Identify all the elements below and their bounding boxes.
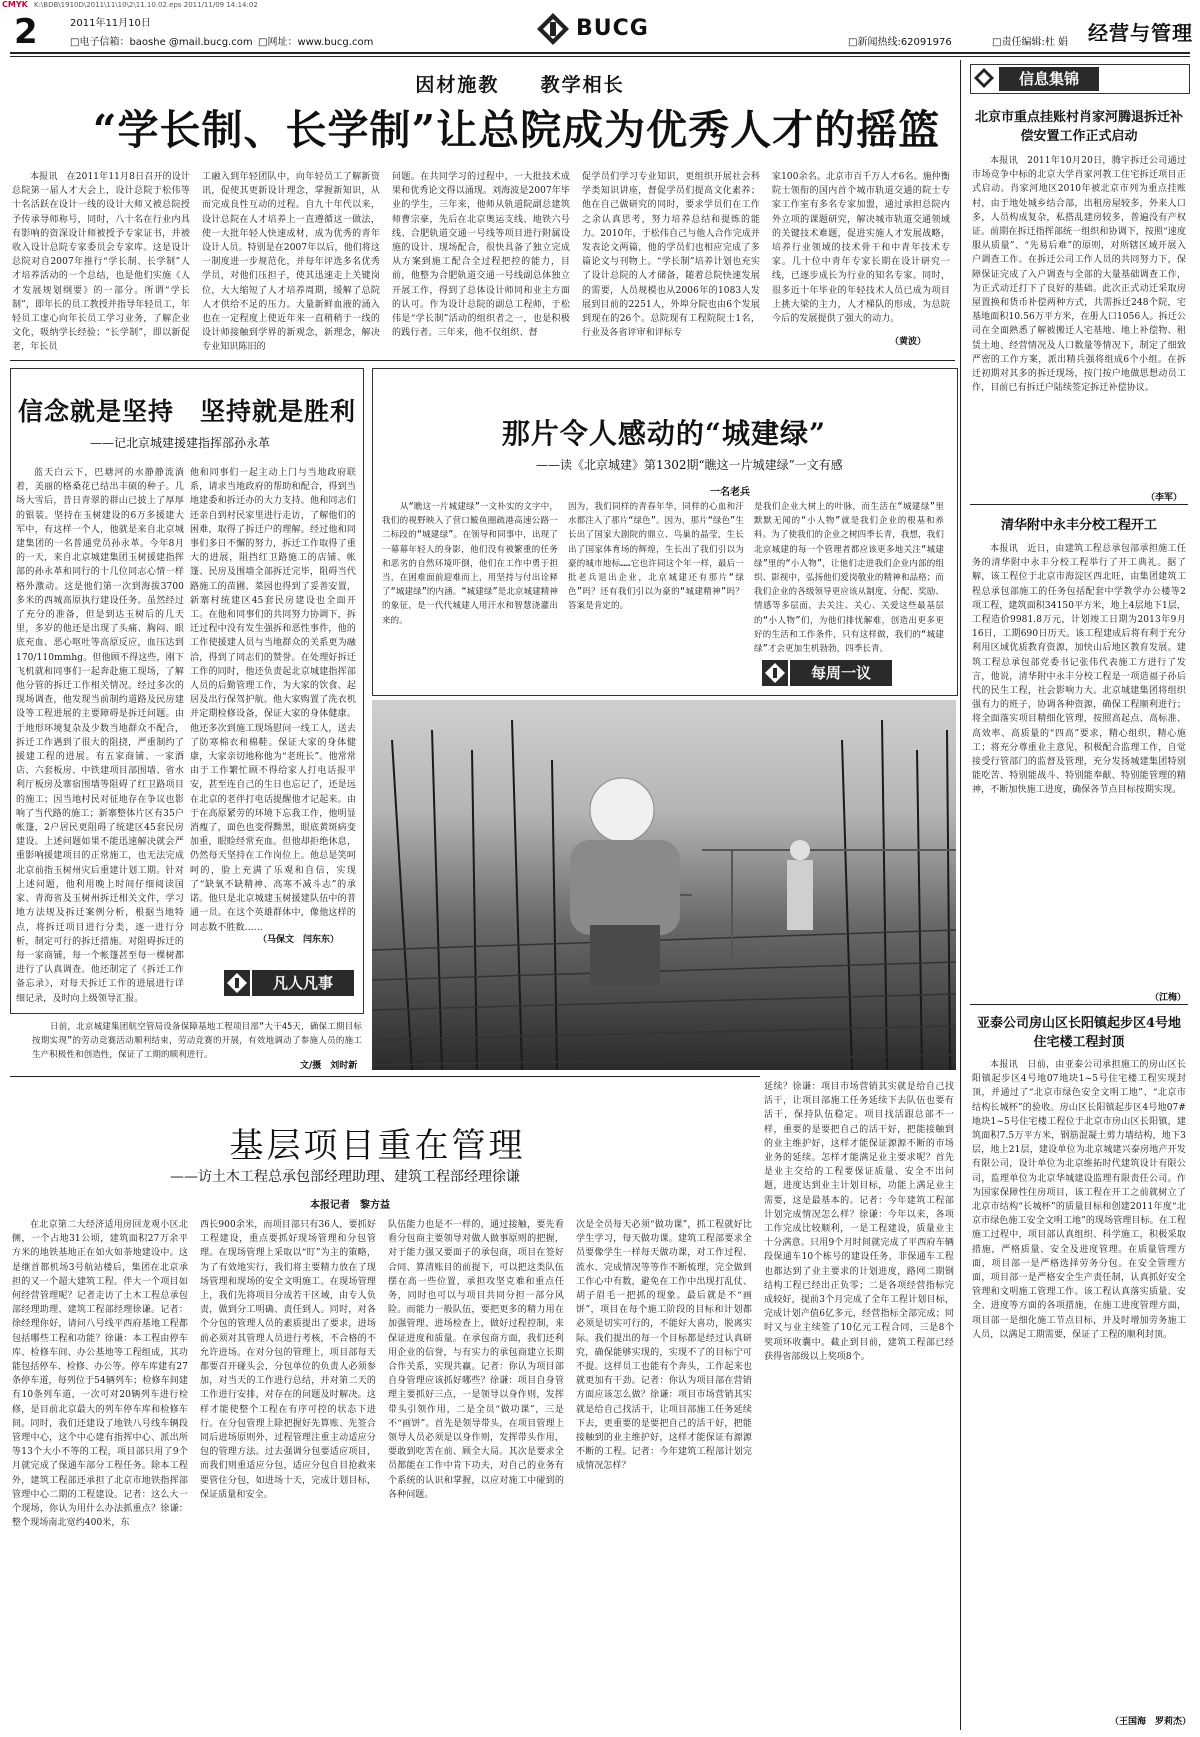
lead-headline: “学长制、长学制”让总院成为优秀人才的摇篮 (92, 106, 941, 154)
sidebar-header-label: 信息集锦 (999, 67, 1099, 91)
column-tag-meizhou (762, 660, 892, 686)
lead-column-text: 家100余名。北京市百千万人才6名。施仲衡院士领衔的国内首个城市轨道交通的院士专家工作室有多名专家加盟，通过承担总院内外立项的课题研究，解决城市轨道交通领域的关键技术难题，促进实施人才发展战略，培养行业领域的技术骨干和中青年技术专家。几十位中青年专家长期在设计研究一线，已逐步成长为行业的知名专家。同时，很多近十年毕业的年轻技术人员已成为项目上挑大梁的主力，人才梯队的形成，为总院今后的发展提供了强大的动力。 (772, 172, 951, 325)
feature-right-column-1 (382, 500, 558, 688)
sidebar-item-1-body (972, 154, 1186, 490)
meizhou-label: 每周一议 (790, 660, 892, 686)
interview-text: 队伍能力也是不一样的，通过接触，要先看看分包商主要领导对做人做事原则的把握，对于能力强又要面子的承包商，项目在签好合同、算清账目的前提下，可以把这类队伍摆在高一些位置，承担攻坚克难和重点任务，同时也可以与项目共同分担一部分风险。而能力一般队伍，要把更多的精力用在加强管理、进场检查上，做好过程控制，来保证进度和质量。在承包商方面，我们还利用企业的信誉，与有实力的承包商建立长期合作关系，实现共赢。记者：你认为项目部自身管理应该抓好哪些？徐谦：项目自身管理主要抓好三点，一是领导以身作则，发挥带头引领作用，二是全员“做功课”，三是不“画饼”。首先是领导带头，在项目管理上领导人员必须是以身作则，发挥带头作用，要敢到吃苦在前、顾全大局。其次是要求全员都能在工作中肯下功夫，对自己的业务有个系统的认识和掌握，以应对施工中碰到的各种问题。 (388, 1220, 564, 1500)
sidebar-item-3-title: 亚泰公司房山区长阳镇起步区4号地住宅楼工程封顶 (976, 1016, 1182, 1050)
sidebar-header (970, 64, 1190, 94)
lead-column-1 (12, 170, 190, 353)
interview-text: 延续？徐谦：项目市场营销其实就是给自己找活干，让项目部施工任务延续下去队伍也要有活干，保持队伍稳定。项目找活跟总部不一样，重要的是要把自己的活干好，把能接触到的业主维护好，这样才能保证源源不断的市场业务的延续。怎样才能满足业主要求呢？首先是业主交给的工程要保证质量、安全不出问题，进度达到业主计划目标，功能上满足业主需要，这是最基本的。记者：今年建筑工程部计划完成情况怎么样？徐谦：今年以来，各项工作完成比较顺利，一是工程建设，质量业主十分满意。只用9个月时间就完成了平西府车辆段保通车10个栋号的建设任务，非保通车工程也都达到了业主要求的计划进度，路网二期钢结构工程已经出正负零；二是各项经营指标完成较好，提前3个月完成了全年工程计划目标，完成计划产值6亿多元，经营指标全部完成；同时又与业主续签了10亿元工程合同，三是8个奖项环收囊中。截止到目前，建筑工程部已经获得省部级以上奖项8个。 (764, 1082, 954, 1362)
section-name: 经营与管理 (1088, 21, 1193, 45)
page-number: 2 (14, 12, 38, 52)
sidebar-divider (960, 60, 961, 1730)
sidebar-item-3-body (972, 1058, 1186, 1710)
sidebar-item-text: 本报讯 2011年10月20日，腾宇拆迁公司通过市场竞争中标的北京大学肖家河教工住宅拆迁项目正式启动。肖家河地区2010年被北京市列为重点挂账村，由于地处城乡结合部，出租房屋较多，外来人口多，人员构成复杂，私搭乱建房较多，普遍没有产权证。前期在拆迁指挥部统一组织和协调下，按照“速度服从质量”、“先易后难”的原则，对所辖区域开展入户调查工作。在拆迁公司工作人员的共同努力下，保障保证完成了入户调查与全部的大量基础调查工作，为正式动迁打下了良好的基础。此次正式动迁采取房屋置换和货币补偿两种方式，共需拆迁248个院，宅基地面积10.56万平方米，在册人口1056人。拆迁公司在全面熟悉了解被搬迁人宅基地、地上补偿物、租赁土地、经营情况及人口数量等情况下，制定了细致严密的工作方案，派出精兵强将组成6个小组。在拆迁初期对其多的拆迁现场，按门按户地做思想动员工作，目前已有拆迁户陆续签定拆迁补偿协议。 (972, 156, 1187, 394)
fanren-label: 凡人凡事 (252, 970, 354, 996)
sidebar-header-icon (973, 67, 995, 89)
sidebar-item-2-byline: （江梅） (1150, 993, 1187, 1003)
feature-right-title: 那片令人感动的“城建绿” (501, 417, 827, 450)
interview-subtitle: ——访土木工程总承包部经理助理、建筑工程部经理徐谦 (170, 1169, 520, 1185)
sidebar-item-1-byline: （李军） (1146, 493, 1183, 503)
lead-column-3 (392, 170, 570, 350)
logo-text: BUCG (576, 16, 649, 41)
feature-right-column-3 (754, 500, 944, 655)
header-date: 2011年11月10日 (70, 18, 151, 29)
interview-text: 西长900余米，而项目部只有36人，要抓好工程建设，重点要抓好现场管理和分包管理。在现场管理上采取以“盯”为主的策略，为了有效地实行，我们将主要精力放在了现场管理和现场的安全文明施工。在现场管理上，我们先将项目分成若干区域，由专人负责，做到分工明确、责任到人。同时，对各个分包的管理人员的素质提出了要求，进场前必须对其管理人员进行考核，不合格的不允许进场。在对分包的管理上，项目部每天都要召开碰头会，分包单位的负责人必须参加，对当天的工作进行总结，并对第二天的工作进行安排，对存在的问题及时解决。这样才能使整个工程在有序可控的状态下进行。在分包管理上除把握好先算账、先签合同后进场原则外，过程管理注重主动适应分包的管理方法。过去强调分包要适应项目，而我们则重适应分包，适应分包自目抢救来要管住分包，如进场十天，完成计划目标，保证质量和安全。 (200, 1220, 376, 1500)
header-rule (10, 52, 1190, 54)
lead-kicker (300, 70, 740, 97)
feature-left-byline: （马保文 闫东东） (258, 935, 340, 945)
feature-right-byline: 一名老兵 (710, 487, 750, 498)
sidebar-item-text: 本报讯 日前，由亚泰公司承担施工的房山区长阳镇起步区4号地07地块1~5号住宅楼工程实现封顶，并通过了“北京市绿色安全文明工地”、“北京市结构长城杯”的验收。房山区长阳镇起步区4号地07#地块1~5号住宅楼工程位于北京市房山区长阳镇，建筑面积7.5万平方米，钢筋混凝土剪力墙结构，地下3层，地上21层，建设单位为北京城建兴泰房地产开发有限公司，设计单位为北京维拓时代建筑设计有限公司，监理单位为北京华城建设监理有限责任公司。作为国家保障性住房项目，该工程在开工之前就树立了北京市结构“长城杯”的质量目标和创建2011年度“北京市绿色施工安全文明工地”的现场管理目标。在工程施工过程中，项目部认真组织、科学施工，积极采取措施，严格质量、安全及进度管理。在质量管理方面，项目部一是严格选择劳务分包。在安全管理方面，项目部一是严格安全生产责任制，认真抓好安全管理和文明施工管理工作。该工程认真落实质量、安全、进度等方面的各项措施，在施工进度管理方面，项目部一是细化施工节点目标，并及时增加劳务施工人员，以满足工期需要，保证了工程的顺利封顶。 (972, 1060, 1187, 1340)
interview-column-1 (12, 1218, 188, 1730)
lead-byline: （黄波） (890, 337, 927, 347)
sidebar-item-3-byline: （王国海 罗莉杰） (1110, 1717, 1192, 1727)
feature-right-column-2 (568, 500, 744, 688)
photo-bottom-rule (10, 1076, 760, 1077)
photo-caption-text: 日前，北京城建集团航空管局设备保障基地工程项目部“大干45天，确保工期目标按期实现”的劳动竞赛活动顺利结束，劳动竞赛的开展，有效地调动了参施人员的施工生产积极性和创造性，保证了工期的顺利进行。 (32, 1022, 362, 1061)
lead-column-text: 促学员们学习专业知识，更组织开展社会科学类知识讲座，督促学员们提高文化素养；他在自己做研究的同时，要求学员们在工作之余认真思考，努力培养总结和提炼的能力。2010年，于松伟自己与他人合作完成并发表论文两篇，他的学员们也相应完成了多篇论文与刊物上。“学长制”培养计划也充实了设计总院的人才储备，随着总院快速发展的需要，人员规模也从2006年的1083人发展到目前的2251人，外埠分院也由6个发展到现在的26个。总院现有工程院院士1名，行业及各省评审和评标专 (582, 172, 761, 339)
column-tag-fanren (224, 970, 354, 996)
interview-column-3 (388, 1218, 564, 1730)
bucg-logo-icon (536, 12, 570, 46)
lead-kicker-b: 教学相长 (540, 74, 625, 96)
interview-text: 次是全员每天必须“做功课”，抓工程就好比学生学习，每天做功课。建筑工程部要求全员要像学生一样每天做功课，对工作过程、流水、完成情况等等作不断梳理，完全做到工作心中有数，避免在工作中出现打乱仗、胡子眉毛一把抓的现象。最后就是不“画饼”，项目在每个施工阶段的目标和计划都必须是切实可行的，不能好大喜功，脱离实际。我们提出的每一个目标都是经过认真研究，确保能够实现的，实现不了的目标宁可不提。这样员工也能有个奔头，工作起来也就更加有干劲。记者：你认为项目部在营销方面应该怎么做？徐谦：项目市场营销其实就是给自己找活干，让项目部施工任务延续下去，更重要的是要把自己的活干好，把能接触到的业主维护好，这样才能保证有源源不断的工程。记者：今年建筑工程部计划完成情况怎样？ (576, 1220, 752, 1472)
header-rule-thin (10, 56, 1190, 57)
interview-column-5 (764, 1080, 954, 1730)
feature-right-text: 从“瞧这一片城建绿”一文朴实的文字中，我们的视野映入了营口鲅鱼圈疏港高速公路一二标段的“城建绿”。在领导和同事中，出现了一幕幕年轻人的身影，他们没有被繁重的任务和恶劣的自然环境吓倒，他们在工作中勇于担当，在困难面前迎难而上，用坚持与付出诠释了“城建绿”的内涵。“城建绿”是北京城建精神的象征，是一代代城建人用汗水和智慧浇灌出来的。 (382, 502, 558, 626)
bucg-logo (536, 12, 676, 46)
interview-column-4 (576, 1218, 752, 1730)
file-path: K:\BDB\1910D\2011\11\10\2\11.10.02.eps 2011/11/09 14:14:02 (34, 1, 258, 9)
header-hotline: □新闻热线:62091976 (848, 37, 952, 48)
header-web: □网址：www.bucg.com (258, 37, 374, 48)
feature-left-title: 信念就是坚持 坚持就是胜利 (18, 397, 357, 426)
feature-right-text: 是我们企业大树上的叶脉，而生活在“城建绿”里默默无闻的“小人物”就是我们企业的根基和养料。为了使我们的企业之树四季长青，我想，我们北京城建的每一个管理者都应该更多地关注“城建绿”里的“小人物”，让他们走进我们企业内部的组织、影视中，弘扬他们爱岗敬业的精神和品格；而我们企业的各级领导更应该从制度、分配、奖励、情感等多层面，去关注、关心、关爱这些最基层的“小人物”们，为他们排忧解难，创造出更多更好的生活和工作条件，只有这样做，我们的“城建绿”才会更加生机勃勃，四季长青。 (754, 502, 944, 655)
lead-column-text: 问题。在共同学习的过程中，一大批技术成果和优秀论文得以涌现。刘海波是2007年毕业的学生，三年来，他师从轨道院副总建筑师曹宗豪，先后在北京奥运支线、地铁六号线、合肥轨道交通一号线等项目进行附属设施的设计、现场配合，很快具备了独立完成从方案到施工配合全过程把控的能力，目前，他整为合肥轨道交通一号线副总体独立开展工作，得到了总体设计师同和业主方面的认可。作为设计总院的副总工程师，于松伟是“学长制”活动的组织者之一，也是积极的践行者。三年来，他不仅组织、督 (392, 172, 571, 339)
lead-column-text: 工融入到年轻团队中，向年轻员工了解新资讯，促使其更新设计理念，掌握新知识，从而完成良性互动的过程。自九十年代以来，设计总院在人才培养上一直遵循这一做法，使一大批年轻人快速成材，成为优秀的青年设计人员。特别是在2007年以后，他们将这一制度进一步规范化，并每年评选多名优秀学员，对他们压担子，使其迅速走上关键岗位，大大缩短了人才培养周期，缓解了总院人才供给不足的压力。大量新鲜血液的涌入也在一定程度上使近年来一直稍稍于一线的设计师接触到学界的新观念，新理念，解决专业知识陈旧的 (202, 172, 381, 353)
lead-bottom-rule (10, 360, 955, 361)
sidebar-item-text: 本报讯 近日，由建筑工程总承包部承担施工任务的清华附中永丰分校工程举行了开工典礼。据了解，该工程位于北京市海淀区西北旺，由集团建筑工程总承包部施工的任务包括配套中学教学办公楼等2项工程，建筑面积34150平方米，地上4层地下1层，工程造价9981.8万元，计划竣工日期为2013年9月16日，工期690日历天。该工程建成后将有利于充分利用区域优质教育资源，加快山后地区教育发展。建筑工程总承包部党委书记张伟代表施工方进行了发言，他说，清华附中永丰分校工程是一项造福子孙后代的民生工程，社会影响力大。北京城建集团将组织强有力的班子，协调各种资源，确保工程顺利进行；将全面落实项目精细化管理，按照高起点、高标准、高效率、高质量的“四高”要求，精心组织，精心施工；将充分尊重业主意见，积极配合监理工作，自觉接受行管部门的监督及管理，充分发扬城建集团特别能吃苦、特别能战斗、特别能奉献、特别能管理的精神，不断加快施工进度，确保各节点目标按期实现。 (972, 544, 1186, 796)
feature-left-subtitle: ——记北京城建援建指挥部孙永革 (90, 436, 271, 450)
lead-kicker-a: 因材施教 (415, 74, 500, 96)
sidebar-item-2-title: 清华附中永丰分校工程开工 (1000, 518, 1157, 533)
lead-column-5 (772, 170, 950, 335)
feature-left-text: 蓝天白云下，巴塘河的水静静流淌着，美丽的格桑花已结出丰硕的种子。几场大雪后，昔日青翠的群山已披上了厚厚的银装。坚持在玉树建设的6万多援建大军中，有这样一个人，他就是来自北京城建集团的一名普通党员孙永革。今年8月的一天，来自北京城建集团玉树援建指挥部的孙永革和同行的十几位同志心情一样格外激动。这是他们第一次到海拔3700多米的西城高原执行建设任务。虽然经过了充分的准备，但是到达玉树后的几天里，多岁的他还是出现了头痛、胸闷、眼底充血、恶心呕吐等高原反应，血压达到170/110mmhg。但他顾不得这些，刚下飞机就和同事们一起奔赴施工现场，了解他分管的拆迁工作相关情况。经过多次的现场调查，他发现当前制约道路及民房建设等工程进展的主要障碍是拆迁问题。由于地形环境复杂及少数当地群众不配合，拆迁工作遇到了很大的阻挠，严重制约了援建工程的进展。有五家商铺、一家酒店、六套板房、中铁建项目部围墙、省水利厅板房及寨宿围墙等阻碍了红卫路项目的施工；因当地村民对征地存在争议也影响了当代路的施工；新寨整体片区有35户帐篷，2户居民更阻碍了统建区45套民房建设。上述问题如果不能迅速解决就会严重影响援建项目的正常施工，也无法完成北京前指玉树州灾后重建计划工期。针对上述问题，他利用晚上时间仔细阅读国家、青海省及玉树州拆迁相关文件，学习地方法规及拆迁案例分析，根据当地特点，将拆迁项目进行分类，逐一进行分析，制定可行的拆迁措施。对阻碍拆迁的每一家商铺，每一个帐篷甚至每一棵树都进行了认真调查。他还制定了《拆迁工作备忘录》，对每天拆迁工作的进展进行详细记录，及时向上级领导汇报。 (16, 468, 184, 1004)
feature-left-column-1 (16, 466, 184, 1006)
interview-column-2 (200, 1218, 376, 1730)
worker-rebar-photo (372, 700, 956, 1070)
header-email: □电子信箱：baoshe @mail.bucg.com (70, 37, 253, 48)
lead-column-text: 本报讯 在2011年11月8日召开的设计总院第一届人才大会上，设计总院于松伟等十名活跃在设计一线的设计大师又被总院授予传承导师称号，同时，八十名在行业内具有影响的资深设计师被授予专家证书，并被收入设计总院专家委员会专家库。这是设计总院对自2007年推行“学长制、长学制”人才培养活动的一个总结，也是他们实施《人才发展规划纲要》的一部分。所谓“学长制”，即年长的员工教授并指导年轻员工，年轻员工虚心向年长员工学习业务，了解企业文化，吸纳学长经验；“长学制”，即以新促老，年长员 (12, 172, 190, 353)
sidebar-item-1-title: 北京市重点挂账村肖家河腾退拆迁补偿安置工作正式启动 (974, 110, 1183, 144)
sidebar-rule-2 (970, 1004, 1188, 1005)
feature-left-text: 他和同事们一起主动上门与当地政府联系，请求当地政府的帮助和配合，得到当地建委和拆迁办的大力支持。他和同志们还亲自到村民家里进行走访，了解他们的困难，取得了拆迁户的理解。经过他和同事们多日不懈的努力，拆迁工作取得了重大的进展，阻挡红卫路施工的店铺、帐篷、民房及围墙全部拆迁完毕，阻碍当代路施工的苗圃、菜园也得到了妥善安置，新寨村统建区45套民房建设也全面开工。在他和同事们的共同努力协调下，拆迁过程中没有发生强拆和恶性事件，他的工作使援建人员与当地群众的关系更为融洽，得到了同志们的赞誉。在处理好拆迁工作的同时，他还负责起北京城建指挥部人员的后勤管理工作，为大家的饮食、起居及出行保驾护航。他大家购置了洗衣机并定期检修设备，保证大家的身体健康。他还多次到施工现场慰问一线工人，送去了防寒棉衣和棉鞋。保证大家的身体健康，大家亲切地称他为“老班长”。他常常由于工作繁忙顾不得给家人打电话报平安，甚至连自己的生日也忘记了，还是远在北京的老伴打电话提醒他才记起来。由于在高原紧劳的环境下忘我工作，他明显消瘦了，面色也变得黝黑，眼底黄斑病变加重，眼睑经常充血。但他却拒绝休息，仍然每天坚持在工作岗位上。他总是笑呵呵的，脸上充满了乐观和自信，实现了“缺氧不缺精神、高寒不减斗志”的承诺。他只是北京城建玉树援建队伍中的普通一员。在这个英雄群体中，像他这样的同志数不胜数…… (190, 468, 356, 933)
sidebar-item-2-body (972, 542, 1186, 986)
interview-title: 基层项目重在管理 (229, 1126, 526, 1166)
lead-column-4 (582, 170, 760, 350)
fanren-icon (224, 970, 250, 996)
feature-right-subtitle: ——读《北京城建》第1302期“瞧这一片城建绿”一文有感 (536, 458, 843, 472)
interview-text: 在北京第二大经济适用房回龙观小区北侧，一个占地31公顷，建筑面积27万余平方米的地铁基地正在如火如荼地建设中。这是继首都机场3号航站楼后，集团在北京承担的又一个超大建筑工程。伴大一个项目如何经营管理呢？记者走访了土木工程总承包部经理助理、建筑工程部经理徐谦。记者：徐经理你好，请问八号线平西府基地工程都包括哪些工程和功能？徐谦：本工程由停车库、检修车间、办公基地等工程组成，其功能包括停车、检修、办公等。停车库建有27条停车道，每列位于54辆列车；检修车间建有10条列车道，一次可对20辆列车进行检修，是目前北京最大的列车停车库和检修车间。同时，我们还建设了地铁八号线车辆段管理中心，这个中心建有指挥中心、派出所等13个大小不等的工程，项目部只用了9个月就完成了保通车部分工程任务。除本工程外，建筑工程部还承担了北京市地铁指挥部管理中心二期的工程建设。记者：这么大一个现场，你认为用什么办法抓重点？徐谦：整个现场南北宽约400米，东 (12, 1220, 188, 1529)
sidebar-rule-1 (970, 504, 1188, 505)
photo-credit: 文/摄 刘时新 (300, 1061, 358, 1071)
meizhou-icon (762, 660, 788, 686)
lead-column-2 (202, 170, 381, 353)
feature-left-column-2 (190, 466, 356, 933)
interview-byline: 本报记者 黎方益 (310, 1200, 390, 1211)
feature-right-text: 因为，我们同样的青春年华，同样的心血和汗水都注入了那片“绿色”。因为，那片“绿色”生长出了国家大剧院的鼎立、鸟巢的晶莹，生长出了国家体育场的辉煌，生长出了我们引以为豪的城市地标……它也许同这个年一样，最后一批老兵退出企业，北京城建还有那片“绿色”吗？还有我们引以为豪的“城建精神”吗？答案是肯定的。 (568, 502, 744, 612)
header-editor: □责任编辑:杜 娟 (992, 37, 1068, 48)
corner-marks: CMYK (2, 0, 28, 9)
